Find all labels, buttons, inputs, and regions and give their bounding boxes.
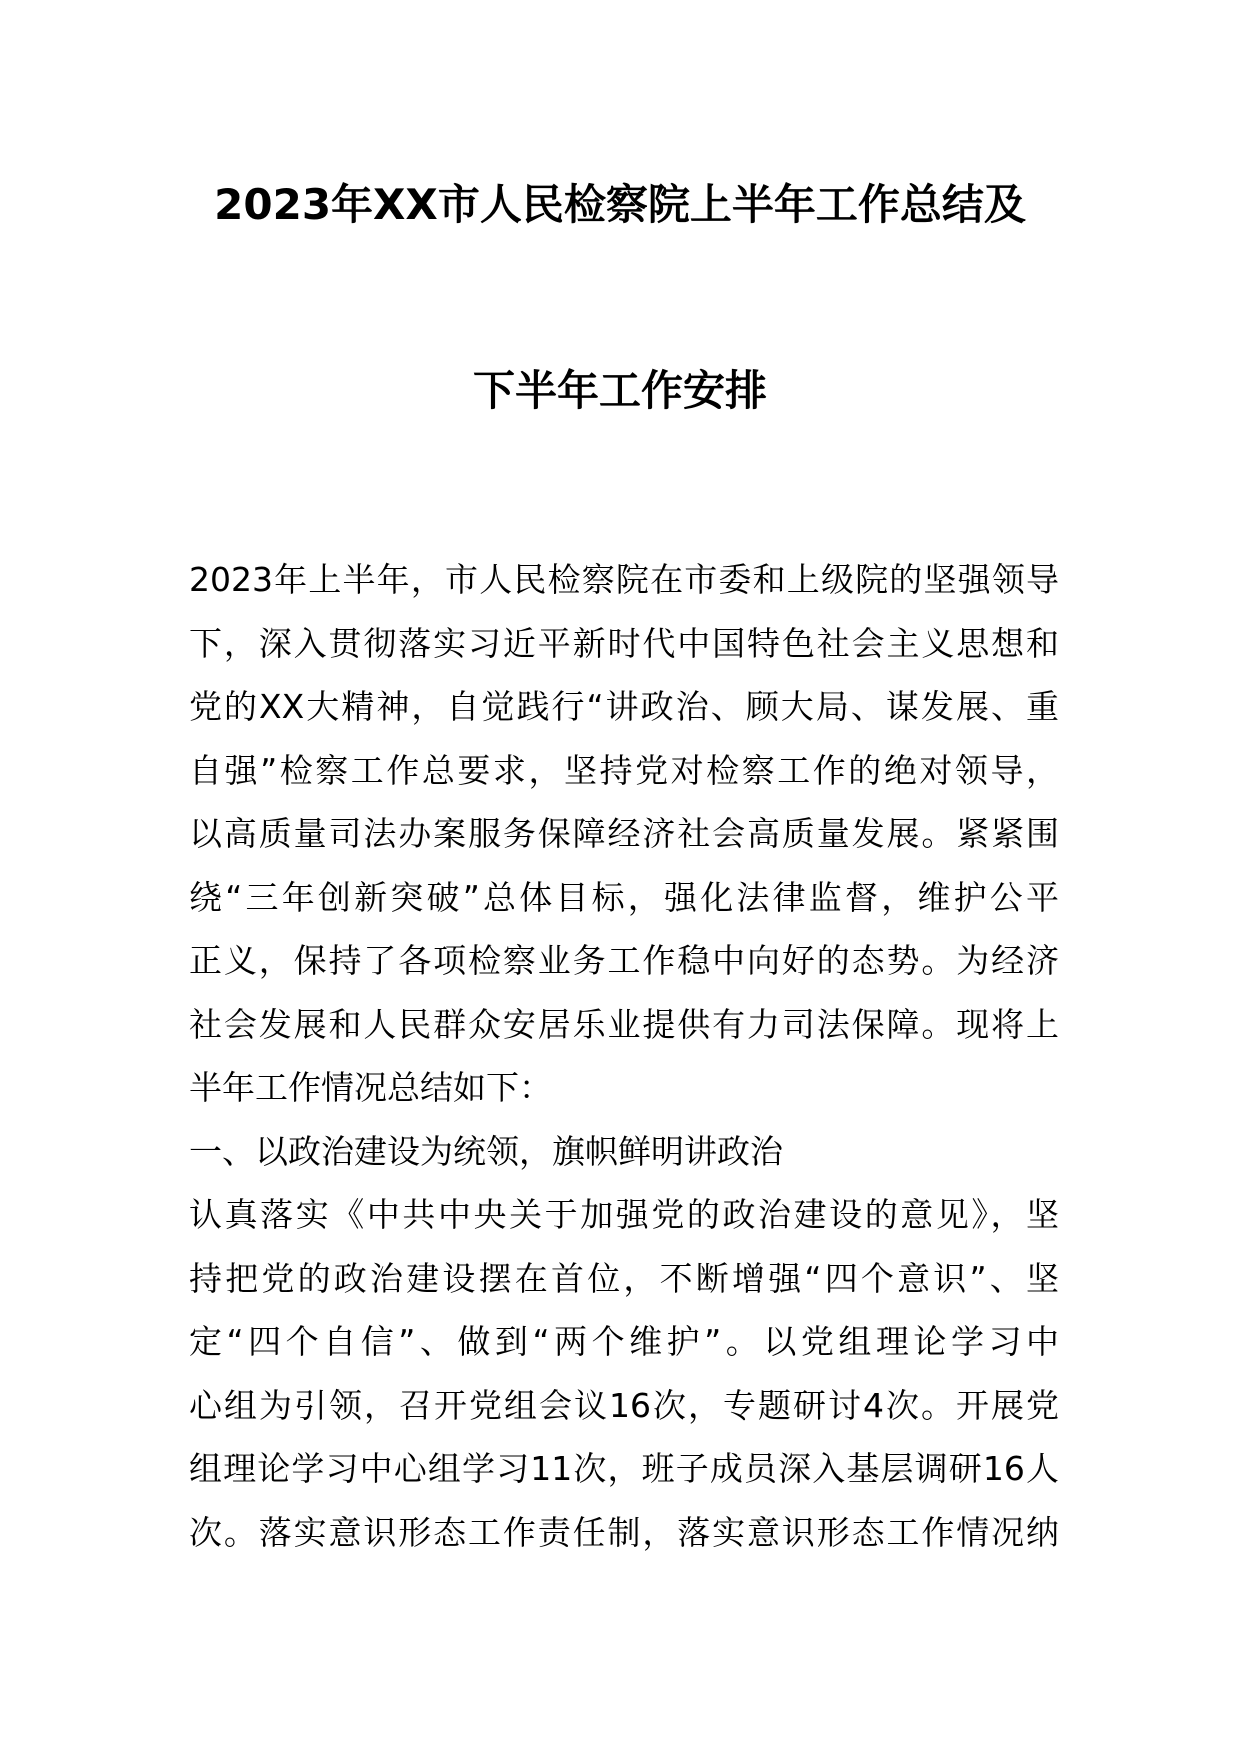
body-line: 党的XX大精神，自觉践行“讲政治、顾大局、谋发展、重: [189, 687, 1059, 726]
body-line: 自强”检察工作总要求，坚持党对检察工作的绝对领导，: [189, 750, 1059, 790]
body-line: 持把党的政治建设摆在首位，不断增强“四个意识”、坚: [189, 1258, 1059, 1298]
body-line: 次。落实意识形态工作责任制，落实意识形态工作情况纳: [189, 1512, 1059, 1552]
document-title-line-1: 2023年XX市人民检察院上半年工作总结及: [214, 180, 1026, 229]
body-line: 社会发展和人民群众安居乐业提供有力司法保障。现将上: [189, 1004, 1059, 1044]
body-line: 正义，保持了各项检察业务工作稳中向好的态势。为经济: [189, 941, 1059, 980]
document-body: [189, 548, 1059, 1564]
document-title-line-2: 下半年工作安排: [472, 366, 767, 415]
body-line: 绕“三年创新突破”总体目标，强化法律监督，维护公平: [189, 877, 1059, 917]
body-line: 认真落实《中共中央关于加强党的政治建设的意见》，坚: [189, 1195, 1059, 1234]
body-line: 组理论学习中心组学习11次，班子成员深入基层调研16人: [189, 1449, 1059, 1488]
body-line: 以高质量司法办案服务保障经济社会高质量发展。紧紧围: [189, 814, 1059, 853]
body-line: 半年工作情况总结如下：: [189, 1068, 552, 1107]
body-line: 2023年上半年，市人民检察院在市委和上级院的坚强领导: [189, 560, 1059, 599]
section-heading: 一、以政治建设为统领，旗帜鲜明讲政治: [189, 1131, 783, 1171]
body-line: 下，深入贯彻落实习近平新时代中国特色社会主义思想和: [189, 623, 1059, 663]
body-line: 定“四个自信”、做到“两个维护”。以党组理论学习中: [189, 1322, 1059, 1361]
body-line: 心组为引领，召开党组会议16次，专题研讨4次。开展党: [189, 1385, 1059, 1425]
